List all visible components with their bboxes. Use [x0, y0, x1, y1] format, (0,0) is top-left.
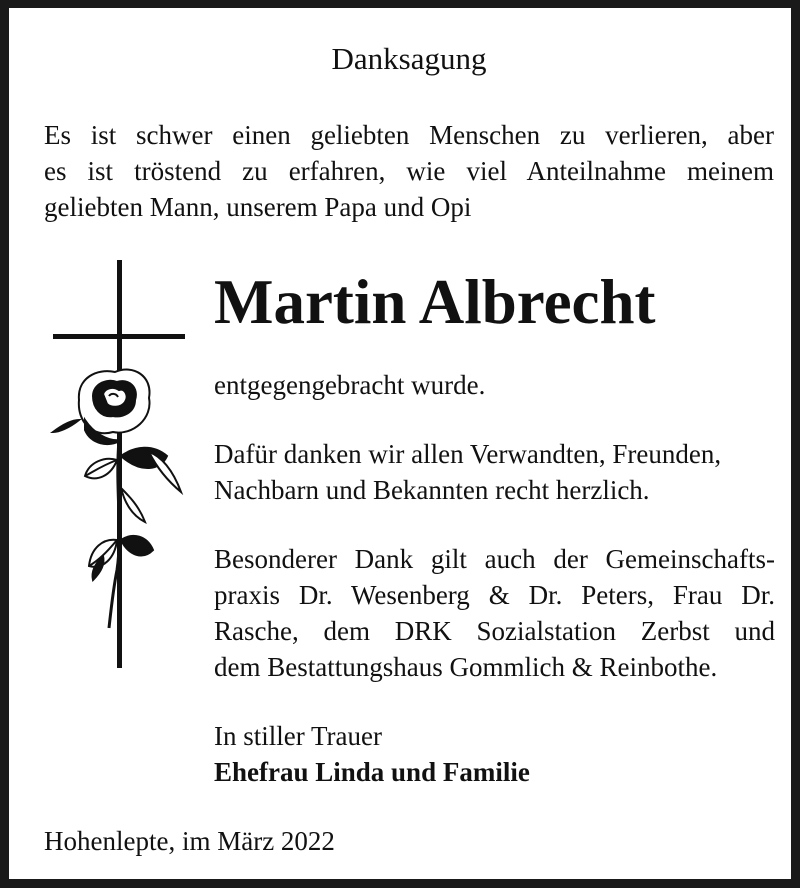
intro-line: Es ist schwer einen geliebten Menschen zu verlieren, aber	[44, 120, 774, 150]
mourning-label: In stiller Trauer	[214, 721, 382, 751]
special-line: praxis Dr. Wesenberg & Dr. Peters, Frau Dr.	[214, 580, 775, 610]
deceased-name: Martin Albrecht	[214, 267, 656, 337]
special-thanks-paragraph	[214, 541, 775, 685]
special-line: dem Bestattungshaus Gommlich & Reinbothe.	[214, 652, 718, 682]
received-text: entgegengebracht wurde.	[214, 370, 486, 400]
mourning-block	[214, 718, 775, 790]
cross-with-rose-icon	[49, 260, 189, 670]
thanks-line: Dafür danken wir allen Verwandten, Freunden,	[214, 439, 722, 469]
received-line	[214, 367, 775, 403]
special-line: Besonderer Dank gilt auch der Gemeinschafts-	[214, 544, 775, 574]
special-line: Rasche, dem DRK Sozialstation Zerbst und	[214, 616, 775, 646]
place-date: Hohenlepte, im März 2022	[44, 826, 335, 856]
signature: Ehefrau Linda und Familie	[214, 757, 530, 787]
intro-paragraph	[44, 117, 774, 225]
thanks-line: Nachbarn und Bekannten recht herzlich.	[214, 475, 650, 505]
intro-line: geliebten Mann, unserem Papa und Opi	[44, 192, 472, 222]
thanks-paragraph	[214, 436, 775, 508]
notice-title: Danksagung	[331, 41, 487, 76]
intro-line: es ist tröstend zu erfahren, wie viel Anteilnahme meinem	[44, 156, 774, 186]
